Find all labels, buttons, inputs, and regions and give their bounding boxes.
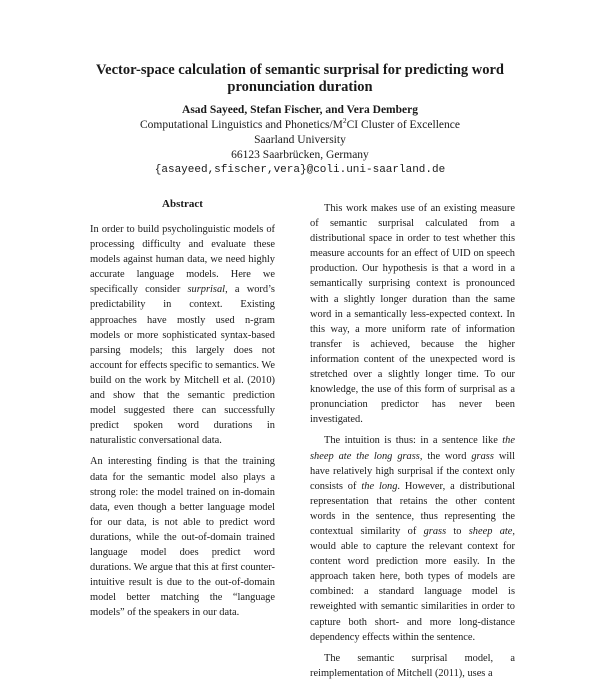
intro-column xyxy=(310,201,515,687)
intro-p2-sheep-ate: sheep ate xyxy=(468,525,513,537)
abstract-p1-text-a: In order to build psycholinguistic models of processing difficulty and evaluate these models against human data, we need highly accurate language models. Here we specifically consider xyxy=(90,224,275,296)
affiliation-superscript: 2 xyxy=(342,116,347,126)
intro-p2-text-e: to xyxy=(446,525,469,537)
intro-p2-text-c: will have relatively high surprisal if the context only consists of xyxy=(310,450,515,492)
abstract-column xyxy=(90,222,275,626)
author-list: Asad Sayeed, Stefan Fischer, and Vera Demberg xyxy=(182,104,418,116)
affiliation-line-3: 66123 Saarbrücken, Germany xyxy=(231,149,369,161)
email-addresses: {asayeed,sfischer,vera}@coli.uni-saarland.de xyxy=(154,164,446,176)
abstract-heading: Abstract xyxy=(162,198,203,210)
intro-p2-word-grass: grass xyxy=(471,450,494,462)
abstract-p1-text-b: , a word’s predictability in context. Existing approaches have mostly used n-gram models or more sophisticated syntax-based parsing models; this largely does not account for effects specific to semantics. We build on the work by Mitchell et al. (2010) and show that the semantic prediction model suggested there can successfully predict spoken word durations in naturalistic conversational data. xyxy=(90,284,275,447)
intro-p2-text-f: , would able to capture the relevant context for content word prediction more easily. In the approach taken here, both types of models are combined: a standard language model is reweighted with semantic similarities in order to capture both short- and more long-distance dependency effects within the sentence. xyxy=(310,525,516,643)
affiliation-line-1 xyxy=(0,118,600,133)
abstract-p1-emphasis: surprisal xyxy=(187,284,226,296)
affiliation-block xyxy=(0,118,600,178)
intro-p2-context: the long xyxy=(361,480,398,492)
intro-p2-text-d: . However, a distributional representation that retains the other content words in the sentence, thus representing the contextual similarity of xyxy=(310,480,515,537)
intro-p2-example-sentence: the sheep ate the long grass xyxy=(310,435,515,462)
intro-p2-text-b: , the word xyxy=(419,450,472,462)
paper-title xyxy=(0,62,600,96)
abstract-paragraph-1 xyxy=(90,222,275,448)
title-line-2: pronunciation duration xyxy=(227,79,373,95)
title-line-1: Vector-space calculation of semantic surprisal for predicting word xyxy=(96,62,504,78)
affiliation-line-2: Saarland University xyxy=(254,134,346,146)
intro-paragraph-2 xyxy=(310,433,515,644)
intro-p2-text-a: The intuition is thus: in a sentence like xyxy=(324,435,503,447)
intro-p2-word-grass-2: grass xyxy=(423,525,447,537)
abstract-paragraph-2: An interesting finding is that the training data for the semantic model also plays a strong role: the model trained on in-domain data, even though a better language model for our data, is not able to predict word durations, while the out-of-domain trained language model does predict word durations. We argue that this at first counter-intuitive result is due to the out-of-domain model better matching the “language models” of the speakers in our data. xyxy=(90,456,275,619)
affiliation-line-1-b: CI Cluster of Excellence xyxy=(346,119,460,131)
intro-paragraph-3: The semantic surprisal model, a reimplementation of Mitchell (2011), uses a xyxy=(310,652,515,679)
affiliation-line-1-a: Computational Linguistics and Phonetics/M xyxy=(140,119,343,131)
intro-paragraph-1: This work makes use of an existing measure of semantic surprisal calculated from a distributional space in order to test whether this measure accounts for an effect of UID on speech production. Our hypothesis is that a word in a semantically surprising context is pronounced with a slightly longer duration than the same word in a semantically less-expected context. In this way, a more uniform rate of information transfer is achieved, because the higher information content of the unexpected word is stretched over a slightly longer time. To our knowledge, the use of this form of surprisal as a pronunciation predictor has never been investigated. xyxy=(310,203,515,426)
